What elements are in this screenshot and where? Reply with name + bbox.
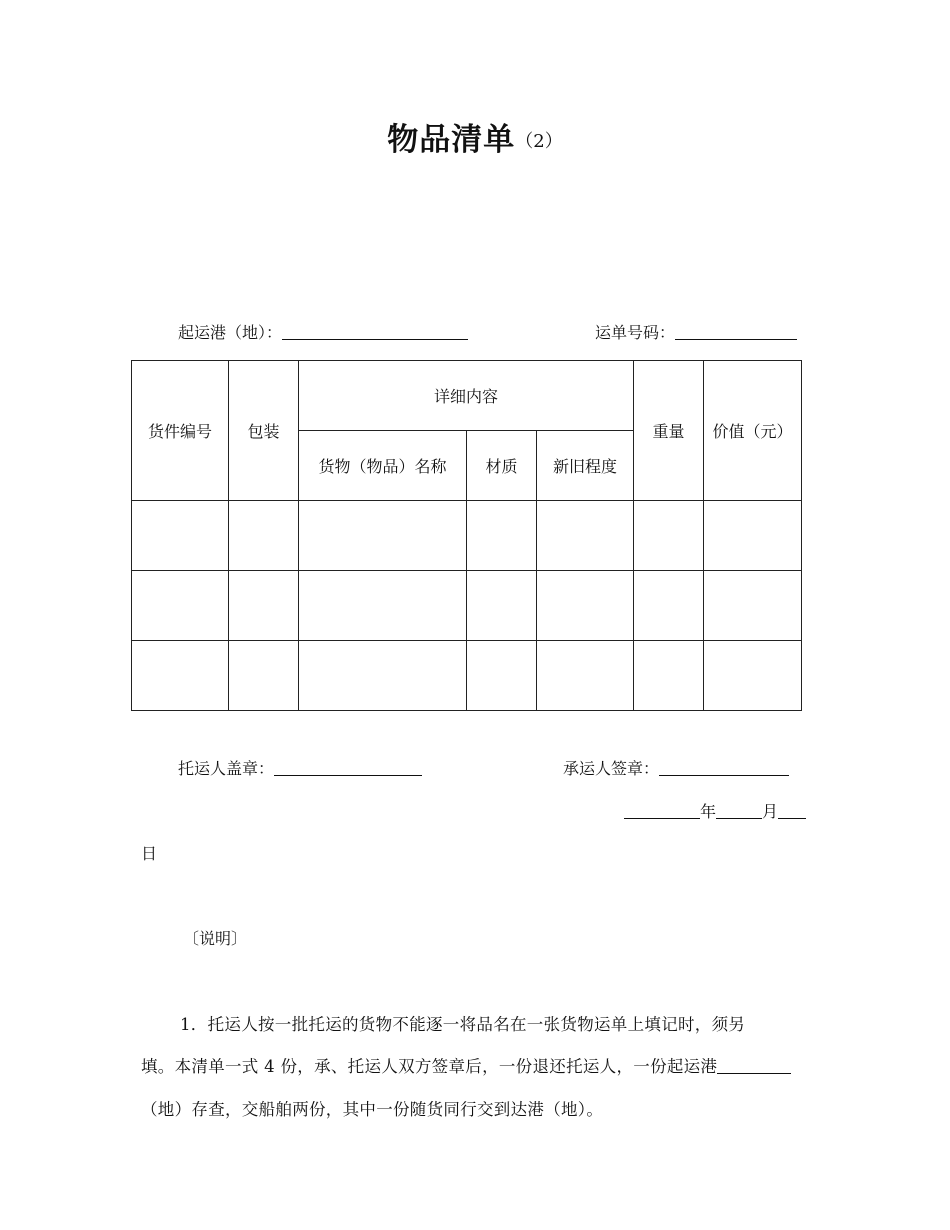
title-number: （2） bbox=[515, 131, 563, 152]
shipper-seal-blank[interactable] bbox=[274, 761, 422, 776]
table-cell[interactable] bbox=[634, 501, 704, 571]
table-cell[interactable] bbox=[299, 571, 467, 641]
table-row bbox=[132, 501, 802, 571]
table-cell[interactable] bbox=[704, 501, 802, 571]
table-cell[interactable] bbox=[634, 571, 704, 641]
waybill-number-field bbox=[595, 320, 797, 343]
table-cell[interactable] bbox=[537, 571, 634, 641]
shipper-seal-label: 托运人盖章： bbox=[178, 759, 275, 778]
header-condition: 新旧程度 bbox=[537, 431, 634, 501]
table-cell[interactable] bbox=[467, 571, 537, 641]
waybill-number-label: 运单号码： bbox=[595, 323, 676, 342]
table-cell[interactable] bbox=[229, 641, 299, 711]
month-label: 月 bbox=[762, 802, 779, 821]
title-main: 物品清单 bbox=[387, 122, 516, 158]
origin-port-label: 起运港（地）： bbox=[178, 323, 283, 342]
month-blank[interactable] bbox=[716, 804, 762, 819]
header-weight: 重量 bbox=[634, 361, 704, 501]
table-cell[interactable] bbox=[299, 641, 467, 711]
origin-port-archive-blank[interactable] bbox=[717, 1059, 791, 1074]
day-label: 日 bbox=[141, 844, 158, 863]
origin-port-field bbox=[178, 320, 468, 343]
notes-line-3: （地）存查，交船舶两份，其中一份随货同行交到达港（地）。 bbox=[141, 1100, 604, 1119]
carrier-signature-label: 承运人签章： bbox=[563, 759, 660, 778]
day-blank[interactable] bbox=[778, 804, 806, 819]
table-header-row bbox=[132, 361, 802, 431]
table-cell[interactable] bbox=[704, 641, 802, 711]
table-cell[interactable] bbox=[467, 501, 537, 571]
header-cargo-no: 货件编号 bbox=[132, 361, 229, 501]
header-packing: 包装 bbox=[229, 361, 299, 501]
table-row bbox=[132, 571, 802, 641]
carrier-signature-field bbox=[563, 756, 789, 779]
table-cell[interactable] bbox=[537, 641, 634, 711]
header-item-name: 货物（物品）名称 bbox=[299, 431, 467, 501]
table-cell[interactable] bbox=[229, 571, 299, 641]
table-cell[interactable] bbox=[132, 571, 229, 641]
shipper-seal-field bbox=[178, 756, 422, 779]
year-label: 年 bbox=[700, 802, 717, 821]
notes-line-1: 1．托运人按一批托运的货物不能逐一将品名在一张货物运单上填记时，须另 bbox=[180, 1015, 746, 1034]
item-list-table bbox=[131, 360, 802, 711]
table-cell[interactable] bbox=[229, 501, 299, 571]
header-details-group: 详细内容 bbox=[299, 361, 634, 431]
notes-heading: 〔说明〕 bbox=[183, 929, 248, 948]
date-field bbox=[624, 799, 806, 822]
notes-line-2 bbox=[141, 1053, 791, 1077]
table-cell[interactable] bbox=[537, 501, 634, 571]
waybill-number-blank[interactable] bbox=[675, 325, 797, 340]
origin-port-blank[interactable] bbox=[282, 325, 468, 340]
page-title bbox=[0, 114, 950, 159]
header-material: 材质 bbox=[467, 431, 537, 501]
table-row bbox=[132, 641, 802, 711]
header-value: 价值（元） bbox=[704, 361, 802, 501]
table-cell[interactable] bbox=[634, 641, 704, 711]
notes-line-2-text: 填。本清单一式 4 份，承、托运人双方签章后，一份退还托运人，一份起运港 bbox=[141, 1057, 718, 1076]
table-cell[interactable] bbox=[299, 501, 467, 571]
year-blank[interactable] bbox=[624, 804, 700, 819]
table-cell[interactable] bbox=[467, 641, 537, 711]
table-cell[interactable] bbox=[704, 571, 802, 641]
carrier-signature-blank[interactable] bbox=[659, 761, 789, 776]
table-cell[interactable] bbox=[132, 641, 229, 711]
table-cell[interactable] bbox=[132, 501, 229, 571]
